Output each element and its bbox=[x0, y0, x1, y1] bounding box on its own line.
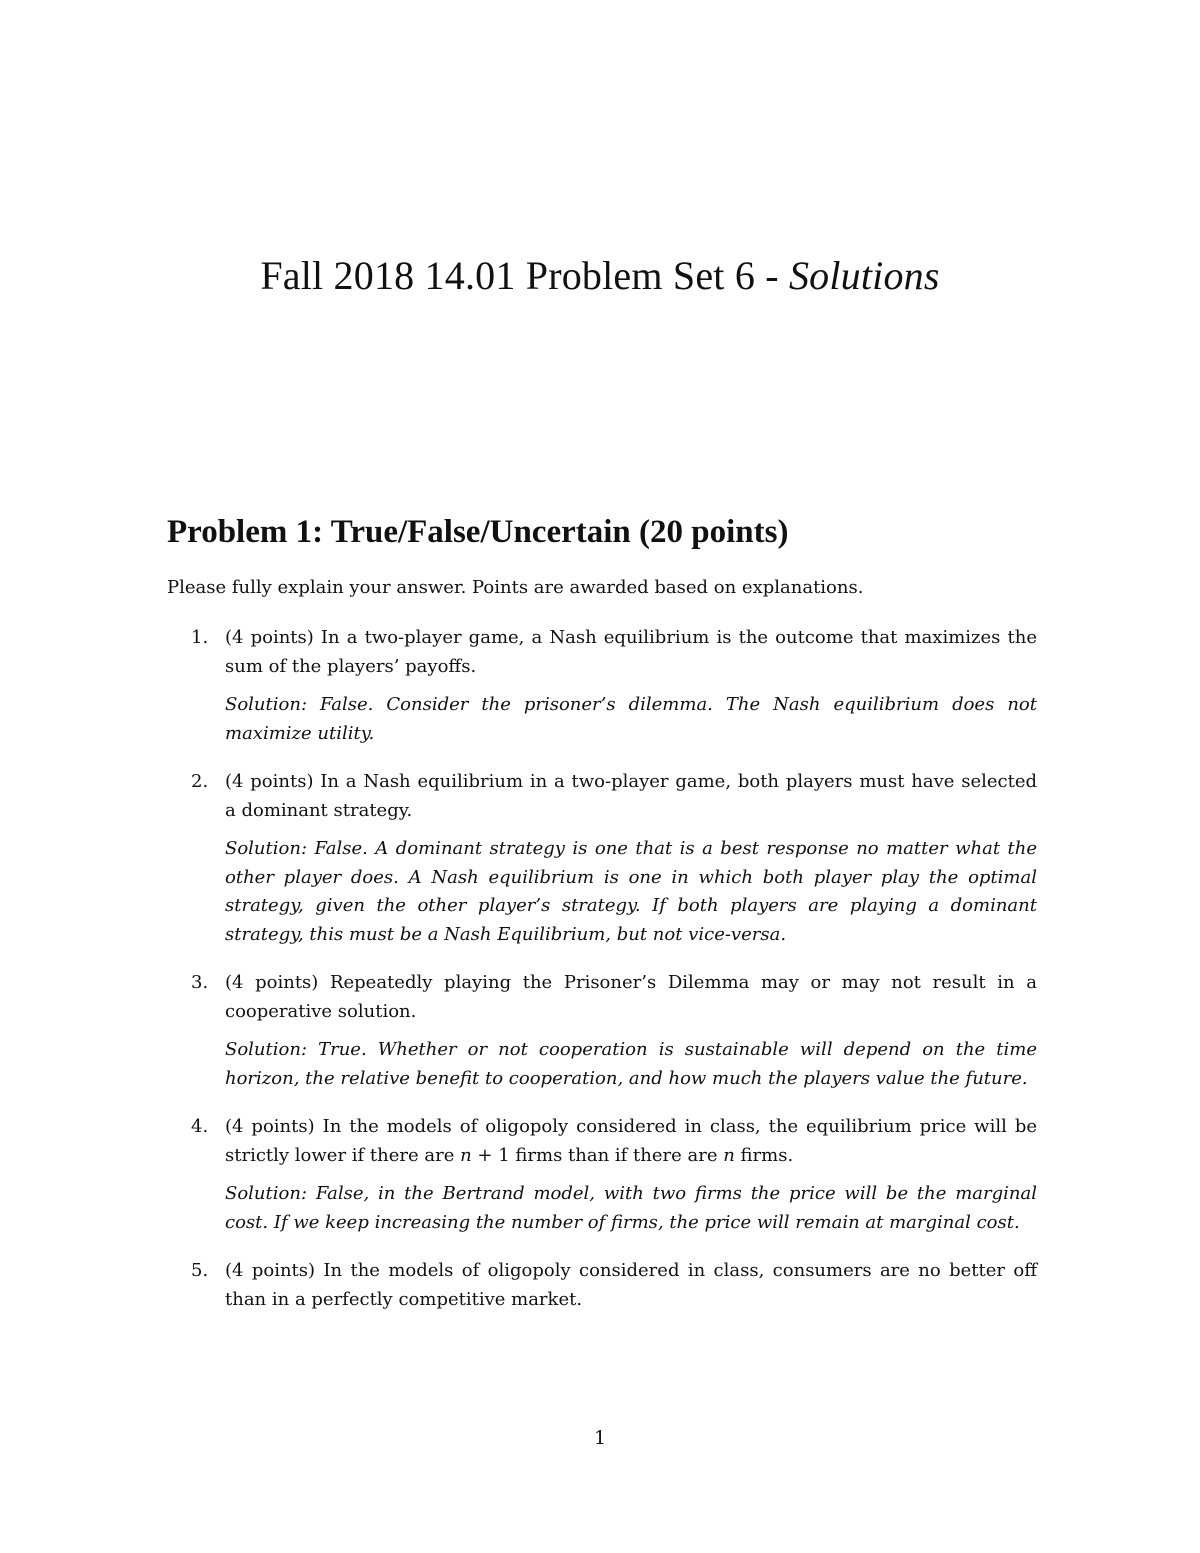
problem-item-3 bbox=[167, 969, 1037, 1093]
problem-number: 3. bbox=[191, 972, 209, 993]
problem-item-5 bbox=[167, 1257, 1037, 1314]
title-main: Fall 2018 14.01 Problem Set 6 - bbox=[260, 253, 789, 298]
problem-item-2 bbox=[167, 768, 1037, 949]
document-title bbox=[0, 252, 1200, 300]
problem-item-4 bbox=[167, 1113, 1037, 1237]
problem-solution: Solution: False. Consider the prisoner’s dilemma. The Nash equilibrium does not maximize utility. bbox=[225, 694, 1037, 744]
problem-list bbox=[167, 624, 1037, 1334]
intro-paragraph: Please fully explain your answer. Points are awarded based on explanations. bbox=[167, 577, 864, 598]
page-number: 1 bbox=[593, 1427, 607, 1449]
problem-question: (4 points) Repeatedly playing the Prisoner’s Dilemma may or may not result in a cooperative solution. bbox=[225, 972, 1037, 1022]
question-text-c: firms. bbox=[734, 1144, 794, 1166]
problem-number: 5. bbox=[191, 1260, 209, 1281]
problem-number: 1. bbox=[191, 627, 209, 648]
section-heading: Problem 1: True/False/Uncertain (20 points) bbox=[167, 514, 789, 550]
title-emphasis: Solutions bbox=[788, 253, 940, 298]
problem-question: (4 points) In a Nash equilibrium in a two-player game, both players must have selected a dominant strategy. bbox=[225, 771, 1037, 821]
problem-number: 4. bbox=[191, 1116, 209, 1137]
question-text-b: + 1 firms than if there are bbox=[471, 1144, 724, 1166]
problem-question: (4 points) In the models of oligopoly considered in class, consumers are no better off than in a perfectly competitive market. bbox=[225, 1260, 1037, 1310]
problem-solution: Solution: False. A dominant strategy is one that is a best response no matter what the other player does. A Nash equilibrium is one in which both player play the optimal strategy, given the other player’s strategy. If both players are playing a dominant strategy, this must be a Nash Equilibrium, but not vice-versa. bbox=[225, 838, 1037, 945]
math-variable-n: n bbox=[723, 1144, 735, 1166]
math-variable-n: n bbox=[460, 1144, 472, 1166]
problem-question: (4 points) In a two-player game, a Nash equilibrium is the outcome that maximizes the sum of the players’ payoffs. bbox=[225, 627, 1037, 677]
problem-solution: Solution: False, in the Bertrand model, with two firms the price will be the marginal cost. If we keep increasing the number of firms, the price will remain at marginal cost. bbox=[225, 1183, 1037, 1233]
problem-number: 2. bbox=[191, 771, 209, 792]
problem-question bbox=[225, 1113, 1037, 1170]
question-text-a: (4 points) In the models of oligopoly considered in class, the equilibrium price will be strictly lower if there are bbox=[225, 1116, 1037, 1166]
problem-solution: Solution: True. Whether or not cooperation is sustainable will depend on the time horizon, the relative benefit to cooperation, and how much the players value the future. bbox=[225, 1039, 1037, 1089]
problem-item-1 bbox=[167, 624, 1037, 748]
